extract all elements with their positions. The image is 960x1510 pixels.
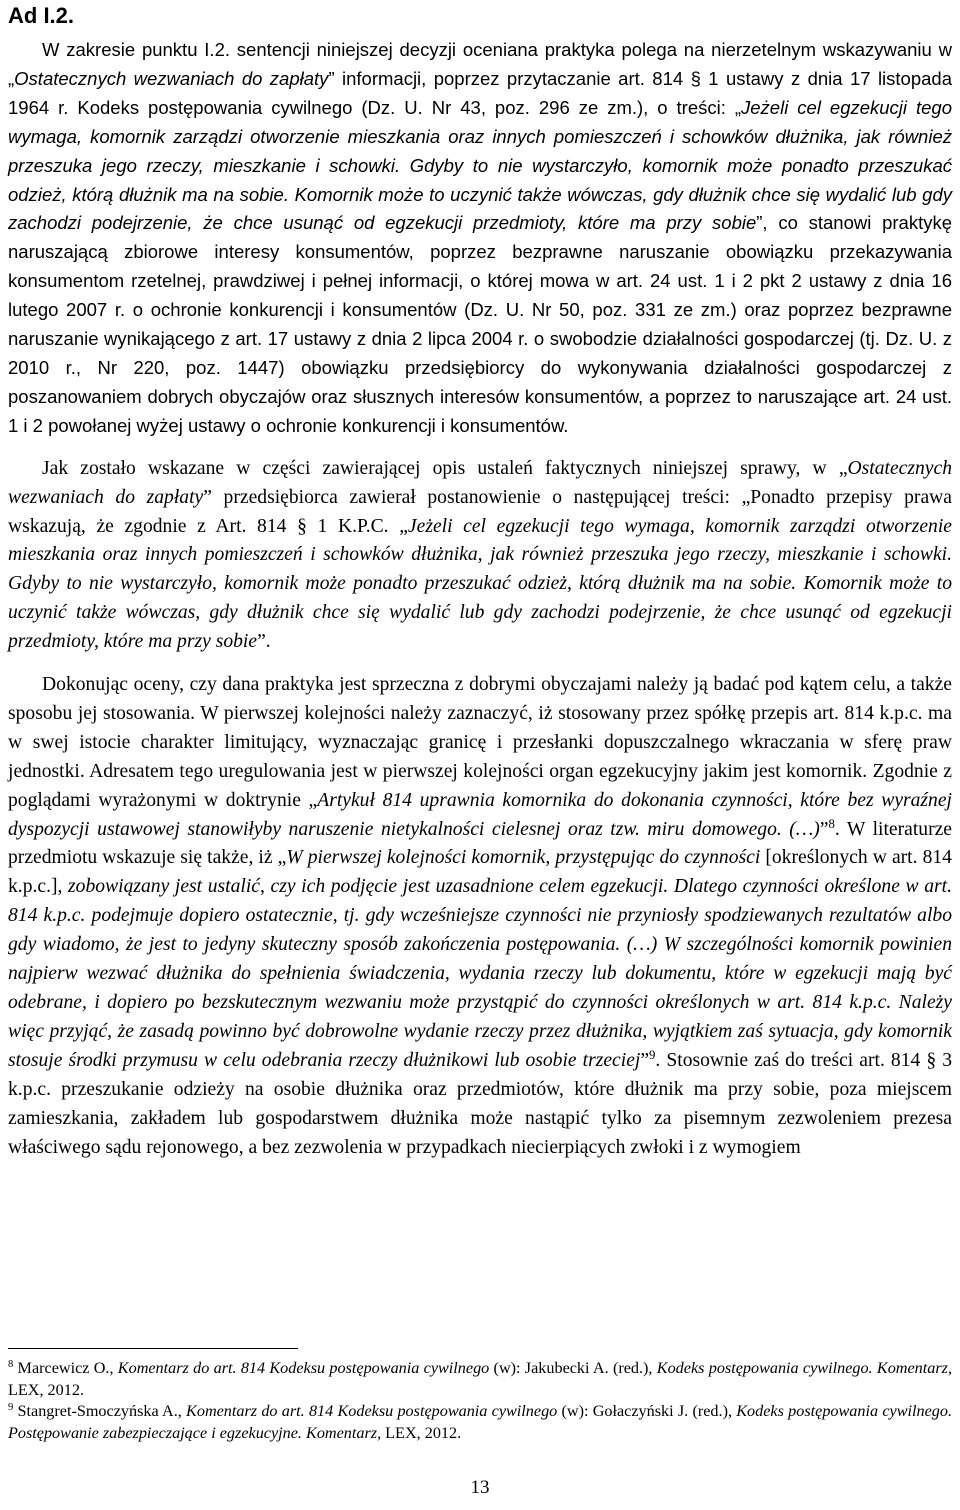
- footnote-number: 9: [8, 1402, 14, 1414]
- footnote-publisher: , LEX, 2012.: [377, 1423, 462, 1442]
- p3-text-h: ”: [640, 1049, 650, 1071]
- p2-text-e: ”.: [257, 631, 271, 653]
- footnote-ref-9[interactable]: 9: [649, 1047, 656, 1062]
- paragraph-2: [8, 455, 952, 657]
- footnote-editor: (w): Jakubecki A. (red.),: [489, 1359, 657, 1377]
- footnote-author: Marcewicz O.,: [13, 1359, 118, 1377]
- footnote-title: Komentarz do art. 814 Kodeksu postępowania cywilnego: [186, 1402, 558, 1420]
- p3-italic-quote-2: W pierwszej kolejności komornik, przystępując do czynności: [286, 847, 761, 869]
- footnotes: [8, 1358, 952, 1444]
- paragraph-3: [8, 671, 952, 1162]
- p3-text-f: [określonych w art. 814 k.p.c.],: [8, 847, 952, 898]
- p2-text-c: ” przedsiębiorca zawierał postanowienie o następującej treści: „Ponadto przepisy prawa wskazują, że zgodnie z Art. 814 § 1 K.P.C. „: [8, 486, 952, 537]
- p1-italic-quote: Jeżeli cel egzekucji tego wymaga, komornik zarządzi otworzenie mieszkania oraz innych pomieszczeń i schowków dłużnika, jak również przeszuka jego rzeczy, mieszkanie i schowki. Gdyby to nie wystarczyło, komornik może ponadto przeszukać odzież, którą dłużnik ma na sobie. Komornik może to uczynić także wówczas, gdy dłużnik chce się wydalić lub gdy zachodzi podejrzenie, że chce usunąć od egzekucji przedmioty, które ma przy sobie: [8, 96, 953, 234]
- p3-italic-quote-1: Artykuł 814 uprawnia komornika do dokonania czynności, które bez wyraźnej dyspozycji ustawowej stanowiłyby naruszenie nietykalności cielesnej oraz tzw. miru domowego. (…): [8, 789, 952, 840]
- p1-text-a: W zakresie punktu I.2. sentencji niniejszej decyzji oceniana praktyka polega na nierzetelnym wskazywaniu w „: [8, 39, 952, 89]
- document-body: [8, 36, 952, 1162]
- p1-text-c: ” informacji, poprzez przytaczanie art. 814 § 1 ustawy z dnia 17 listopada 1964 r. Kodeks postępowania cywilnego (Dz. U. Nr 43, poz. 296 ze zm.), o treści: „: [8, 67, 953, 118]
- p3-text-d: . W literaturze przedmiotu wskazuje się także, iż „: [8, 818, 952, 869]
- p2-italic-title: Ostatecznych wezwaniach do zapłaty: [8, 457, 952, 508]
- p3-italic-quote-3: zobowiązany jest ustalić, czy ich podjęcie jest uzasadnione celem egzekucji. Dlatego czynności określone w art. 814 k.p.c. podejmuje dopiero ostatecznie, tj. gdy wcześniejsze czynności nie przyniosły spodziewanych rezultatów albo gdy wiadomo, że jest to jedyny skuteczny sposób zakończenia postępowania. (…) W szczególności komornik powinien najpierw wezwać dłużnika do spełnienia świadczenia, wydania rzeczy lub dokumentu, które w egzekucji mają być odebrane, i dopiero po bezskutecznym wezwaniu może przystąpić do czynności określonych w art. 814 k.p.c. Należy więc przyjąć, że zasadą powinno być dobrowolne wydanie rzeczy przez dłużnika, wyjątkiem zaś sytuacja, gdy komornik stosuje środki przymusu w celu odebrania rzeczy dłużnikowi lub osobie trzeciej: [8, 876, 952, 1071]
- footnote-8: [8, 1358, 952, 1401]
- page-number: 13: [470, 1477, 490, 1498]
- footnote-divider: [8, 1348, 298, 1349]
- footnote-editor: (w): Gołaczyński J. (red.),: [557, 1402, 737, 1420]
- p3-text-c: ”: [819, 818, 829, 840]
- footnote-author: Stangret-Smoczyńska A.,: [13, 1402, 187, 1420]
- p3-text-i: . Stosownie zaś do treści art. 814 § 3 k.p.c. przeszukanie odzieży na osobie dłużnika oraz przedmiotów, które dłużnik ma przy sobie, poza miejscem zamieszkania, zakładem lub gospodarstwem dłużnika może nastąpić tylko za pisemnym zezwoleniem prezesa właściwego sądu rejonowego, a bez zezwolenia w przypadkach niecierpiących zwłoki i z wymogiem: [8, 1049, 952, 1158]
- footnote-book: Kodeks postępowania cywilnego. Postępowanie zabezpieczające i egzekucyjne. Komentarz: [8, 1402, 952, 1442]
- p2-italic-quote: Jeżeli cel egzekucji tego wymaga, komornik zarządzi otworzenie mieszkania oraz innych pomieszczeń i schowków dłużnika, jak również przeszuka jego rzeczy, mieszkanie i schowki. Gdyby to nie wystarczyło, komornik może ponadto przeszukać odzież, którą dłużnik ma na sobie. Komornik może to uczynić także wówczas, gdy dłużnik chce się wydalić lub gdy zachodzi podejrzenie, że chce usunąć od egzekucji przedmioty, które ma przy sobie: [8, 515, 952, 653]
- p1-text-e: ”, co stanowi praktykę naruszającą zbiorowe interesy konsumentów, poprzez bezprawne naruszanie obowiązku przekazywania konsumentom rzetelnej, prawdziwej i pełnej informacji, o której mowa w art. 24 ust. 1 i 2 pkt 2 ustawy z dnia 16 lutego 2007 r. o ochronie konkurencji i konsumentów (Dz. U. Nr 50, poz. 331 ze zm.) oraz poprzez bezprawne naruszanie wynikającego z art. 17 ustawy z dnia 2 lipca 2004 r. o swobodzie działalności gospodarczej (tj. Dz. U. z 2010 r., Nr 220, poz. 1447) obowiązku przedsiębiorcy do wykonywania działalności gospodarczej z poszanowaniem dobrych obyczajów oraz słusznych interesów konsumentów, a poprzez to naruszające art. 24 ust. 1 i 2 powołanej wyżej ustawy o ochronie konkurencji i konsumentów.: [8, 212, 952, 436]
- footnote-publisher: , LEX, 2012.: [8, 1359, 952, 1399]
- paragraph-1: [8, 36, 952, 441]
- footnote-book: Kodeks postępowania cywilnego. Komentarz: [656, 1359, 948, 1377]
- p3-text-a: Dokonując oceny, czy dana praktyka jest sprzeczna z dobrymi obyczajami należy ją badać pod kątem celu, a także sposobu jej stosowania. W pierwszej kolejności należy zaznaczyć, iż stosowany przez spółkę przepis art. 814 k.p.c. ma w swej istocie charakter limitujący, wyznaczając granicę i przesłanki dopuszczalnego wkraczania w sferę praw jednostki. Adresatem tego uregulowania jest w pierwszej kolejności organ egzekucyjny jakim jest komornik. Zgodnie z poglądami wyrażonymi w doktrynie „: [8, 674, 952, 811]
- footnote-ref-8[interactable]: 8: [828, 816, 835, 831]
- footnote-number: 8: [8, 1359, 14, 1371]
- p2-text-a: Jak zostało wskazane w części zawierającej opis ustaleń faktycznych niniejszej sprawy, w „: [42, 457, 848, 479]
- p1-italic-title: Ostatecznych wezwaniach do zapłaty: [14, 67, 329, 89]
- footnote-9: [8, 1401, 952, 1444]
- section-heading: Ad I.2.: [8, 3, 75, 28]
- footnote-title: Komentarz do art. 814 Kodeksu postępowania cywilnego: [117, 1359, 490, 1377]
